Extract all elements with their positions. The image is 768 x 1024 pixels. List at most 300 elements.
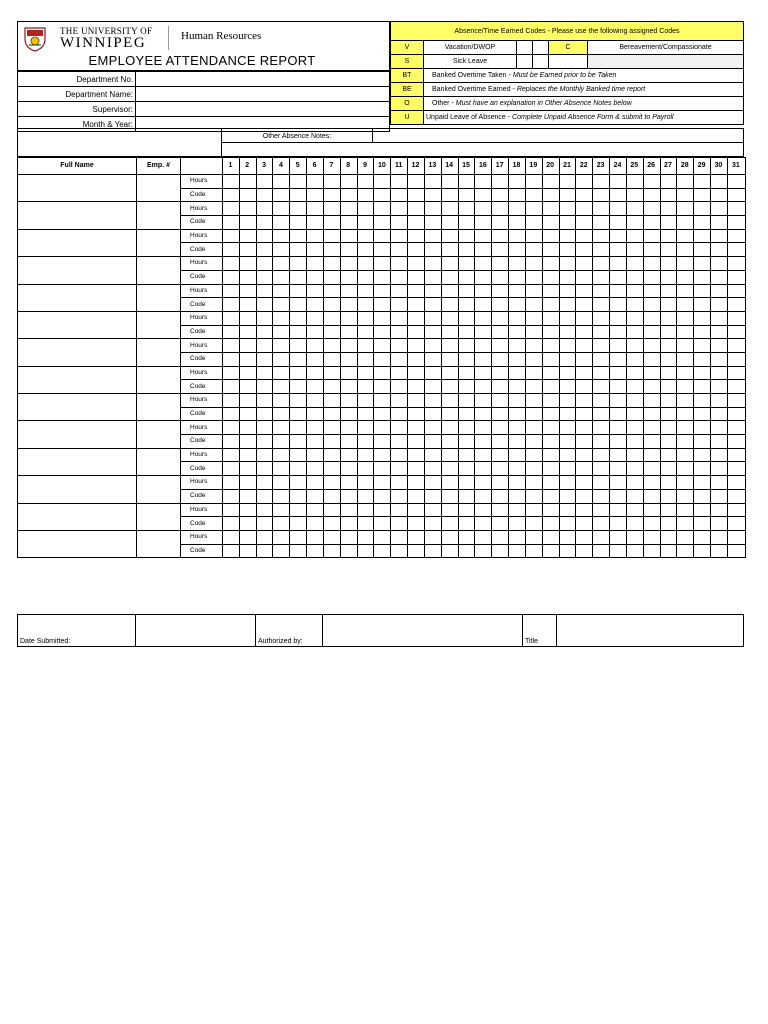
day-cell[interactable] — [542, 243, 559, 257]
day-cell[interactable] — [576, 530, 593, 544]
day-cell[interactable] — [525, 421, 542, 435]
day-cell[interactable] — [643, 503, 660, 517]
day-cell[interactable] — [694, 270, 711, 284]
day-cell[interactable] — [677, 243, 694, 257]
day-cell[interactable] — [475, 530, 492, 544]
day-cell[interactable] — [307, 394, 324, 408]
day-cell[interactable] — [273, 366, 290, 380]
day-cell[interactable] — [408, 530, 425, 544]
day-cell[interactable] — [424, 517, 441, 531]
day-cell[interactable] — [475, 284, 492, 298]
day-cell[interactable] — [290, 476, 307, 490]
day-cell[interactable] — [458, 380, 475, 394]
day-cell[interactable] — [441, 243, 458, 257]
day-cell[interactable] — [727, 476, 745, 490]
day-cell[interactable] — [593, 257, 610, 271]
day-cell[interactable] — [626, 530, 643, 544]
day-cell[interactable] — [273, 243, 290, 257]
day-cell[interactable] — [340, 380, 357, 394]
day-cell[interactable] — [223, 380, 240, 394]
day-cell[interactable] — [323, 311, 340, 325]
day-cell[interactable] — [239, 517, 256, 531]
day-cell[interactable] — [525, 476, 542, 490]
day-cell[interactable] — [307, 216, 324, 230]
day-cell[interactable] — [239, 476, 256, 490]
day-cell[interactable] — [660, 448, 677, 462]
day-cell[interactable] — [256, 175, 273, 189]
day-cell[interactable] — [509, 435, 526, 449]
day-cell[interactable] — [408, 366, 425, 380]
day-cell[interactable] — [408, 448, 425, 462]
day-cell[interactable] — [576, 188, 593, 202]
day-cell[interactable] — [643, 380, 660, 394]
day-cell[interactable] — [542, 339, 559, 353]
day-cell[interactable] — [256, 339, 273, 353]
day-cell[interactable] — [643, 175, 660, 189]
day-cell[interactable] — [374, 448, 391, 462]
day-cell[interactable] — [559, 489, 576, 503]
day-cell[interactable] — [239, 366, 256, 380]
day-cell[interactable] — [525, 284, 542, 298]
day-cell[interactable] — [677, 394, 694, 408]
day-cell[interactable] — [441, 530, 458, 544]
day-cell[interactable] — [340, 202, 357, 216]
day-cell[interactable] — [239, 489, 256, 503]
day-cell[interactable] — [256, 476, 273, 490]
day-cell[interactable] — [626, 517, 643, 531]
day-cell[interactable] — [307, 229, 324, 243]
day-cell[interactable] — [323, 175, 340, 189]
day-cell[interactable] — [727, 284, 745, 298]
day-cell[interactable] — [290, 270, 307, 284]
day-cell[interactable] — [727, 243, 745, 257]
day-cell[interactable] — [660, 530, 677, 544]
day-cell[interactable] — [475, 366, 492, 380]
day-cell[interactable] — [576, 175, 593, 189]
day-cell[interactable] — [307, 530, 324, 544]
day-cell[interactable] — [357, 517, 374, 531]
day-cell[interactable] — [593, 311, 610, 325]
day-cell[interactable] — [525, 257, 542, 271]
day-cell[interactable] — [323, 503, 340, 517]
day-cell[interactable] — [307, 476, 324, 490]
day-cell[interactable] — [492, 188, 509, 202]
day-cell[interactable] — [694, 216, 711, 230]
day-cell[interactable] — [559, 202, 576, 216]
day-cell[interactable] — [239, 380, 256, 394]
day-cell[interactable] — [458, 448, 475, 462]
day-cell[interactable] — [441, 366, 458, 380]
day-cell[interactable] — [542, 407, 559, 421]
day-cell[interactable] — [458, 476, 475, 490]
day-cell[interactable] — [643, 517, 660, 531]
emp-number-cell[interactable] — [137, 175, 181, 202]
day-cell[interactable] — [610, 229, 627, 243]
day-cell[interactable] — [458, 352, 475, 366]
day-cell[interactable] — [374, 517, 391, 531]
day-cell[interactable] — [492, 229, 509, 243]
day-cell[interactable] — [492, 366, 509, 380]
day-cell[interactable] — [542, 270, 559, 284]
day-cell[interactable] — [424, 284, 441, 298]
day-cell[interactable] — [727, 366, 745, 380]
day-cell[interactable] — [694, 503, 711, 517]
day-cell[interactable] — [610, 421, 627, 435]
day-cell[interactable] — [492, 202, 509, 216]
day-cell[interactable] — [525, 462, 542, 476]
day-cell[interactable] — [610, 394, 627, 408]
day-cell[interactable] — [323, 380, 340, 394]
day-cell[interactable] — [374, 476, 391, 490]
day-cell[interactable] — [475, 421, 492, 435]
day-cell[interactable] — [256, 284, 273, 298]
day-cell[interactable] — [727, 448, 745, 462]
day-cell[interactable] — [677, 517, 694, 531]
day-cell[interactable] — [458, 270, 475, 284]
day-cell[interactable] — [475, 544, 492, 558]
day-cell[interactable] — [643, 202, 660, 216]
day-cell[interactable] — [492, 216, 509, 230]
title-field[interactable] — [557, 615, 744, 647]
day-cell[interactable] — [223, 435, 240, 449]
day-cell[interactable] — [374, 270, 391, 284]
day-cell[interactable] — [307, 407, 324, 421]
day-cell[interactable] — [290, 298, 307, 312]
day-cell[interactable] — [307, 435, 324, 449]
day-cell[interactable] — [593, 216, 610, 230]
day-cell[interactable] — [509, 448, 526, 462]
day-cell[interactable] — [475, 380, 492, 394]
emp-number-cell[interactable] — [137, 530, 181, 557]
day-cell[interactable] — [576, 366, 593, 380]
day-cell[interactable] — [593, 448, 610, 462]
day-cell[interactable] — [290, 352, 307, 366]
date-submitted-field[interactable] — [136, 615, 256, 647]
day-cell[interactable] — [711, 339, 728, 353]
day-cell[interactable] — [408, 216, 425, 230]
day-cell[interactable] — [458, 462, 475, 476]
day-cell[interactable] — [677, 352, 694, 366]
day-cell[interactable] — [290, 421, 307, 435]
day-cell[interactable] — [290, 530, 307, 544]
day-cell[interactable] — [239, 311, 256, 325]
day-cell[interactable] — [542, 366, 559, 380]
day-cell[interactable] — [391, 339, 408, 353]
day-cell[interactable] — [357, 270, 374, 284]
day-cell[interactable] — [391, 517, 408, 531]
day-cell[interactable] — [424, 476, 441, 490]
day-cell[interactable] — [424, 188, 441, 202]
day-cell[interactable] — [307, 298, 324, 312]
day-cell[interactable] — [307, 339, 324, 353]
day-cell[interactable] — [677, 175, 694, 189]
day-cell[interactable] — [559, 352, 576, 366]
day-cell[interactable] — [273, 489, 290, 503]
day-cell[interactable] — [273, 503, 290, 517]
day-cell[interactable] — [559, 175, 576, 189]
day-cell[interactable] — [610, 503, 627, 517]
day-cell[interactable] — [660, 407, 677, 421]
day-cell[interactable] — [660, 175, 677, 189]
day-cell[interactable] — [492, 311, 509, 325]
day-cell[interactable] — [357, 298, 374, 312]
day-cell[interactable] — [509, 530, 526, 544]
day-cell[interactable] — [660, 270, 677, 284]
day-cell[interactable] — [593, 366, 610, 380]
day-cell[interactable] — [576, 298, 593, 312]
day-cell[interactable] — [542, 188, 559, 202]
day-cell[interactable] — [273, 229, 290, 243]
day-cell[interactable] — [626, 407, 643, 421]
day-cell[interactable] — [610, 339, 627, 353]
day-cell[interactable] — [290, 188, 307, 202]
day-cell[interactable] — [307, 448, 324, 462]
day-cell[interactable] — [374, 202, 391, 216]
day-cell[interactable] — [492, 407, 509, 421]
day-cell[interactable] — [509, 517, 526, 531]
day-cell[interactable] — [626, 476, 643, 490]
day-cell[interactable] — [458, 202, 475, 216]
full-name-cell[interactable] — [18, 175, 137, 202]
day-cell[interactable] — [559, 325, 576, 339]
day-cell[interactable] — [357, 544, 374, 558]
day-cell[interactable] — [492, 530, 509, 544]
day-cell[interactable] — [408, 435, 425, 449]
day-cell[interactable] — [340, 476, 357, 490]
day-cell[interactable] — [525, 448, 542, 462]
day-cell[interactable] — [340, 257, 357, 271]
day-cell[interactable] — [711, 229, 728, 243]
day-cell[interactable] — [626, 243, 643, 257]
day-cell[interactable] — [492, 394, 509, 408]
day-cell[interactable] — [340, 229, 357, 243]
day-cell[interactable] — [273, 448, 290, 462]
day-cell[interactable] — [223, 339, 240, 353]
day-cell[interactable] — [408, 202, 425, 216]
day-cell[interactable] — [727, 352, 745, 366]
day-cell[interactable] — [660, 421, 677, 435]
day-cell[interactable] — [441, 325, 458, 339]
day-cell[interactable] — [711, 366, 728, 380]
day-cell[interactable] — [256, 489, 273, 503]
day-cell[interactable] — [290, 243, 307, 257]
day-cell[interactable] — [626, 462, 643, 476]
day-cell[interactable] — [223, 202, 240, 216]
day-cell[interactable] — [441, 284, 458, 298]
day-cell[interactable] — [626, 284, 643, 298]
day-cell[interactable] — [391, 530, 408, 544]
day-cell[interactable] — [660, 476, 677, 490]
day-cell[interactable] — [323, 188, 340, 202]
full-name-cell[interactable] — [18, 311, 137, 338]
day-cell[interactable] — [408, 284, 425, 298]
day-cell[interactable] — [593, 325, 610, 339]
day-cell[interactable] — [273, 175, 290, 189]
day-cell[interactable] — [492, 476, 509, 490]
day-cell[interactable] — [357, 489, 374, 503]
day-cell[interactable] — [525, 503, 542, 517]
day-cell[interactable] — [576, 435, 593, 449]
day-cell[interactable] — [424, 352, 441, 366]
day-cell[interactable] — [374, 216, 391, 230]
day-cell[interactable] — [576, 243, 593, 257]
day-cell[interactable] — [223, 517, 240, 531]
day-cell[interactable] — [727, 175, 745, 189]
day-cell[interactable] — [223, 544, 240, 558]
day-cell[interactable] — [357, 284, 374, 298]
day-cell[interactable] — [290, 435, 307, 449]
day-cell[interactable] — [610, 284, 627, 298]
day-cell[interactable] — [475, 489, 492, 503]
day-cell[interactable] — [559, 448, 576, 462]
day-cell[interactable] — [492, 339, 509, 353]
day-cell[interactable] — [323, 517, 340, 531]
day-cell[interactable] — [475, 311, 492, 325]
day-cell[interactable] — [424, 366, 441, 380]
day-cell[interactable] — [593, 284, 610, 298]
day-cell[interactable] — [424, 325, 441, 339]
day-cell[interactable] — [458, 311, 475, 325]
day-cell[interactable] — [576, 352, 593, 366]
day-cell[interactable] — [660, 544, 677, 558]
day-cell[interactable] — [391, 188, 408, 202]
day-cell[interactable] — [559, 476, 576, 490]
day-cell[interactable] — [323, 489, 340, 503]
day-cell[interactable] — [357, 448, 374, 462]
day-cell[interactable] — [223, 421, 240, 435]
day-cell[interactable] — [256, 243, 273, 257]
day-cell[interactable] — [643, 489, 660, 503]
day-cell[interactable] — [475, 229, 492, 243]
day-cell[interactable] — [424, 530, 441, 544]
day-cell[interactable] — [509, 407, 526, 421]
day-cell[interactable] — [323, 270, 340, 284]
day-cell[interactable] — [643, 448, 660, 462]
day-cell[interactable] — [727, 257, 745, 271]
day-cell[interactable] — [290, 462, 307, 476]
day-cell[interactable] — [643, 394, 660, 408]
day-cell[interactable] — [424, 407, 441, 421]
day-cell[interactable] — [408, 339, 425, 353]
day-cell[interactable] — [660, 229, 677, 243]
day-cell[interactable] — [290, 366, 307, 380]
day-cell[interactable] — [357, 311, 374, 325]
day-cell[interactable] — [256, 352, 273, 366]
day-cell[interactable] — [677, 311, 694, 325]
day-cell[interactable] — [357, 188, 374, 202]
day-cell[interactable] — [694, 352, 711, 366]
day-cell[interactable] — [694, 517, 711, 531]
day-cell[interactable] — [509, 544, 526, 558]
day-cell[interactable] — [374, 284, 391, 298]
day-cell[interactable] — [340, 448, 357, 462]
day-cell[interactable] — [711, 298, 728, 312]
day-cell[interactable] — [610, 311, 627, 325]
day-cell[interactable] — [593, 229, 610, 243]
day-cell[interactable] — [223, 503, 240, 517]
day-cell[interactable] — [694, 202, 711, 216]
day-cell[interactable] — [323, 476, 340, 490]
day-cell[interactable] — [307, 257, 324, 271]
day-cell[interactable] — [626, 366, 643, 380]
day-cell[interactable] — [307, 188, 324, 202]
day-cell[interactable] — [458, 243, 475, 257]
day-cell[interactable] — [391, 503, 408, 517]
day-cell[interactable] — [475, 476, 492, 490]
day-cell[interactable] — [492, 352, 509, 366]
day-cell[interactable] — [542, 216, 559, 230]
day-cell[interactable] — [391, 325, 408, 339]
day-cell[interactable] — [525, 352, 542, 366]
day-cell[interactable] — [626, 352, 643, 366]
day-cell[interactable] — [323, 462, 340, 476]
day-cell[interactable] — [559, 544, 576, 558]
day-cell[interactable] — [223, 229, 240, 243]
day-cell[interactable] — [441, 489, 458, 503]
day-cell[interactable] — [239, 298, 256, 312]
day-cell[interactable] — [626, 435, 643, 449]
day-cell[interactable] — [694, 229, 711, 243]
day-cell[interactable] — [626, 394, 643, 408]
day-cell[interactable] — [727, 325, 745, 339]
day-cell[interactable] — [626, 175, 643, 189]
day-cell[interactable] — [374, 394, 391, 408]
day-cell[interactable] — [239, 544, 256, 558]
day-cell[interactable] — [610, 517, 627, 531]
day-cell[interactable] — [357, 421, 374, 435]
full-name-cell[interactable] — [18, 229, 137, 256]
day-cell[interactable] — [458, 544, 475, 558]
day-cell[interactable] — [307, 366, 324, 380]
day-cell[interactable] — [610, 325, 627, 339]
day-cell[interactable] — [660, 325, 677, 339]
day-cell[interactable] — [340, 311, 357, 325]
day-cell[interactable] — [593, 175, 610, 189]
day-cell[interactable] — [643, 311, 660, 325]
day-cell[interactable] — [256, 394, 273, 408]
full-name-cell[interactable] — [18, 503, 137, 530]
day-cell[interactable] — [610, 544, 627, 558]
day-cell[interactable] — [374, 229, 391, 243]
day-cell[interactable] — [711, 435, 728, 449]
day-cell[interactable] — [458, 188, 475, 202]
day-cell[interactable] — [660, 435, 677, 449]
day-cell[interactable] — [492, 517, 509, 531]
day-cell[interactable] — [441, 229, 458, 243]
day-cell[interactable] — [424, 448, 441, 462]
day-cell[interactable] — [711, 311, 728, 325]
day-cell[interactable] — [424, 175, 441, 189]
day-cell[interactable] — [323, 229, 340, 243]
day-cell[interactable] — [509, 325, 526, 339]
day-cell[interactable] — [525, 366, 542, 380]
day-cell[interactable] — [441, 257, 458, 271]
day-cell[interactable] — [626, 448, 643, 462]
day-cell[interactable] — [441, 311, 458, 325]
day-cell[interactable] — [441, 188, 458, 202]
day-cell[interactable] — [643, 216, 660, 230]
day-cell[interactable] — [357, 394, 374, 408]
day-cell[interactable] — [727, 216, 745, 230]
day-cell[interactable] — [256, 530, 273, 544]
day-cell[interactable] — [273, 311, 290, 325]
day-cell[interactable] — [643, 339, 660, 353]
day-cell[interactable] — [357, 325, 374, 339]
day-cell[interactable] — [542, 421, 559, 435]
day-cell[interactable] — [660, 517, 677, 531]
day-cell[interactable] — [475, 503, 492, 517]
day-cell[interactable] — [694, 530, 711, 544]
